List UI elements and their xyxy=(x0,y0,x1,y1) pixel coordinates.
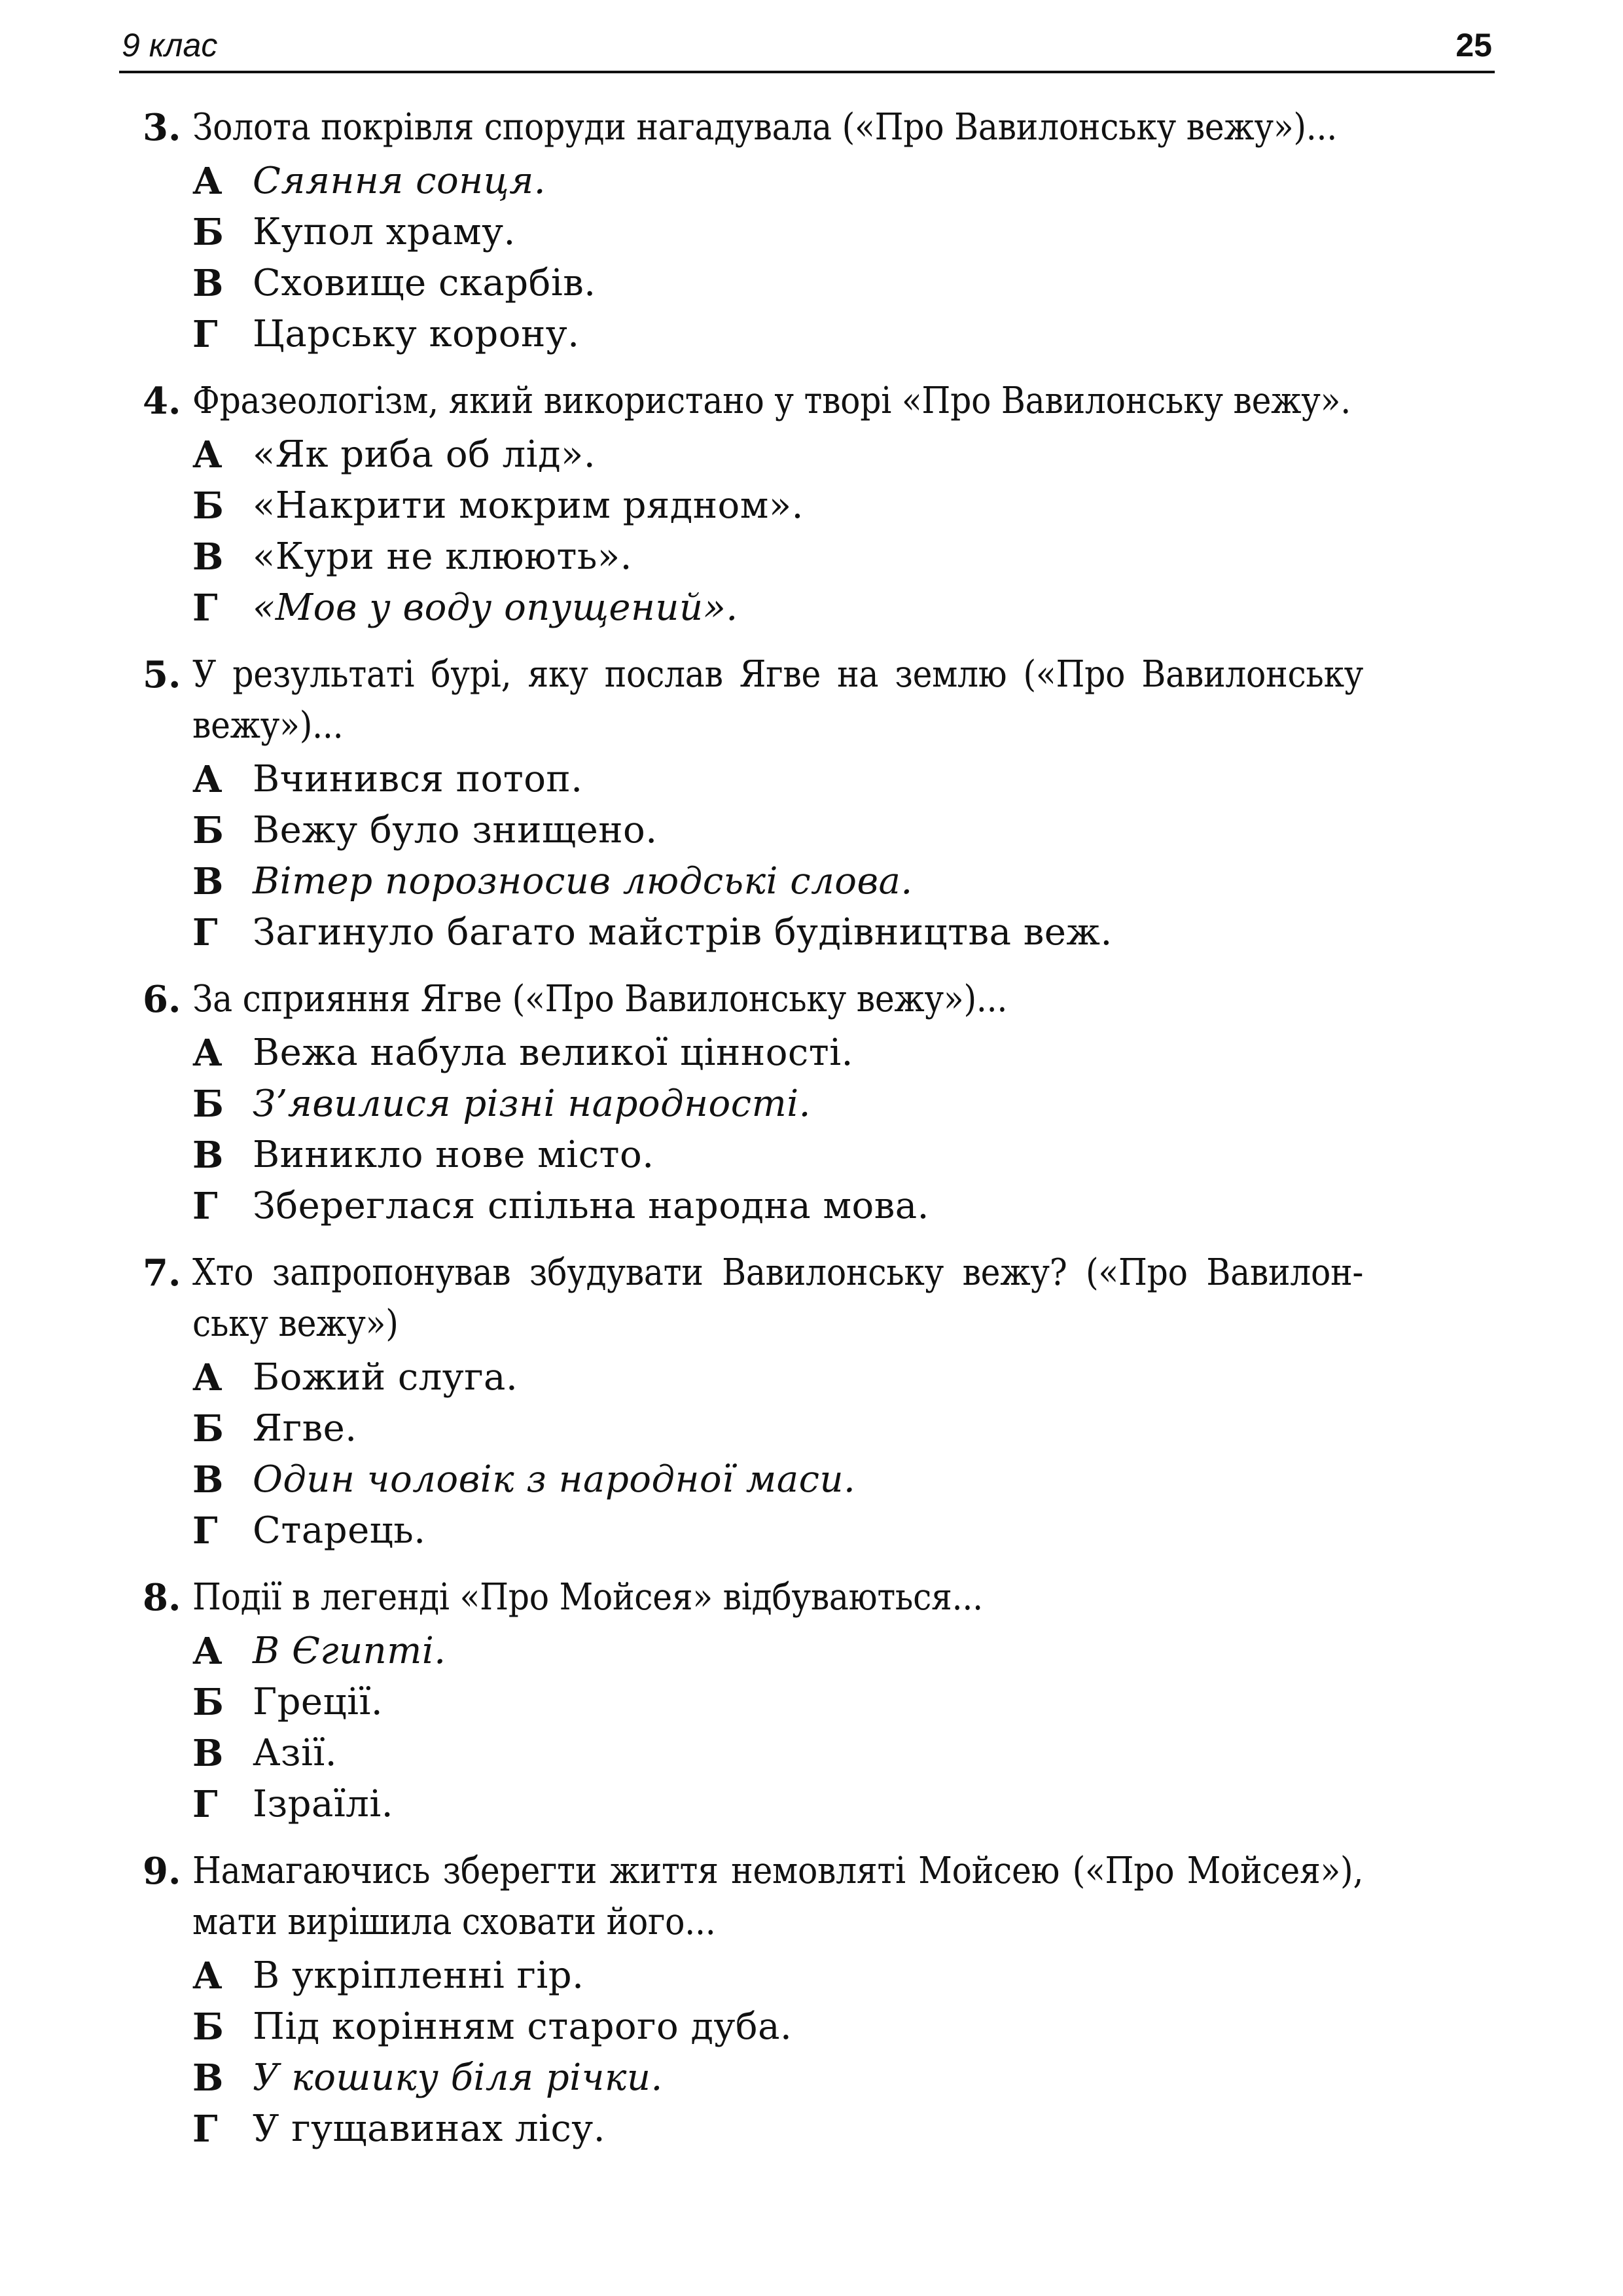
question-number: 5. xyxy=(143,653,181,696)
answer-option xyxy=(192,531,1493,583)
answer-option xyxy=(192,1677,1493,1728)
question-item xyxy=(143,376,1493,634)
question-row xyxy=(143,376,1493,427)
question-row xyxy=(143,1846,1493,1948)
option-letter: В xyxy=(192,860,224,903)
option-text: «Накрити мокрим рядном». xyxy=(253,484,804,527)
option-text: «Кури не клюють». xyxy=(253,535,632,578)
option-text: «Мов у воду опущений». xyxy=(253,586,738,629)
answer-option xyxy=(192,583,1493,634)
question-number: 3. xyxy=(143,106,181,149)
option-letter: Г xyxy=(192,1185,219,1228)
option-text: Загинуло багато майстрів будівництва веж. xyxy=(253,911,1113,954)
question-row xyxy=(143,974,1493,1025)
option-text: Сховище скарбів. xyxy=(253,262,596,304)
page-number: 25 xyxy=(1455,27,1492,63)
option-text: Виникло нове місто. xyxy=(253,1134,654,1176)
question-row xyxy=(143,1247,1493,1350)
option-text: Вітер порозносив людські слова. xyxy=(253,860,913,903)
option-letter: Б xyxy=(192,2005,224,2049)
answer-option xyxy=(192,1505,1493,1556)
option-letter: А xyxy=(192,433,223,476)
answer-option xyxy=(192,2053,1493,2104)
answer-options xyxy=(192,1626,1493,1830)
option-letter: А xyxy=(192,1954,223,1998)
answer-options xyxy=(192,1950,1493,2155)
answer-option xyxy=(192,1454,1493,1505)
answer-option xyxy=(192,429,1493,480)
option-text: В Єгипті. xyxy=(253,1630,446,1672)
question-item xyxy=(143,1846,1493,2155)
answer-option xyxy=(192,1352,1493,1403)
answer-options xyxy=(192,1028,1493,1232)
answer-options xyxy=(192,1352,1493,1556)
answer-option xyxy=(192,754,1493,805)
question-text: Фразеологізм, який використано у творі «Про Вавилонську вежу». xyxy=(192,380,1351,422)
answer-option xyxy=(192,1950,1493,2001)
option-letter: Г xyxy=(192,586,219,630)
option-letter: Г xyxy=(192,313,219,356)
answer-option xyxy=(192,1079,1493,1130)
question-list xyxy=(143,102,1493,2170)
option-text: Вчинився потоп. xyxy=(253,758,583,800)
question-number: 4. xyxy=(143,380,181,423)
option-letter: А xyxy=(192,1630,223,1673)
question-item xyxy=(143,649,1493,958)
question-item xyxy=(143,102,1493,360)
option-letter: А xyxy=(192,758,223,801)
answer-option xyxy=(192,309,1493,360)
answer-option xyxy=(192,2001,1493,2053)
option-text: Божий слуга. xyxy=(253,1356,518,1399)
question-text: Золота покрівля споруди нагадувала («Про Вавилонську вежу»)... xyxy=(192,106,1338,149)
option-text: Під корінням старого дуба. xyxy=(253,2005,793,2048)
question-number: 7. xyxy=(143,1251,181,1295)
answer-options xyxy=(192,754,1493,958)
answer-option xyxy=(192,1181,1493,1232)
answer-option xyxy=(192,1403,1493,1454)
option-text: Ягве. xyxy=(253,1407,357,1450)
option-text: «Як риба об лід». xyxy=(253,433,596,476)
question-number: 8. xyxy=(143,1576,181,1619)
option-letter: А xyxy=(192,1356,223,1399)
option-letter: В xyxy=(192,2056,224,2100)
option-letter: А xyxy=(192,1031,223,1075)
option-letter: В xyxy=(192,262,224,305)
option-text: Збереглася спільна народна мова. xyxy=(253,1185,929,1227)
question-item xyxy=(143,1572,1493,1830)
answer-option xyxy=(192,258,1493,309)
option-letter: В xyxy=(192,1134,224,1177)
option-letter: В xyxy=(192,1732,224,1775)
question-row xyxy=(143,1572,1493,1623)
option-letter: Б xyxy=(192,484,224,528)
answer-option xyxy=(192,856,1493,907)
answer-option xyxy=(192,1130,1493,1181)
option-text: З’явилися різні народності. xyxy=(253,1083,811,1125)
option-letter: Г xyxy=(192,2108,219,2151)
answer-option xyxy=(192,207,1493,258)
option-text: Сяяння сонця. xyxy=(253,160,546,202)
question-item xyxy=(143,1247,1493,1556)
class-label: 9 клас xyxy=(122,27,218,63)
question-text: Хто запропонував збудувати Вавилонську вежу? («Про Вавилон- ську вежу») xyxy=(192,1251,1364,1345)
option-text: Вежа набула великої цінності. xyxy=(253,1031,853,1074)
option-text: У кошику біля річки. xyxy=(253,2056,663,2099)
answer-option xyxy=(192,2104,1493,2155)
option-letter: Г xyxy=(192,1783,219,1826)
option-letter: А xyxy=(192,160,223,203)
option-text: Купол храму. xyxy=(253,211,516,253)
option-text: Вежу було знищено. xyxy=(253,809,658,852)
option-text: Царську корону. xyxy=(253,313,580,355)
option-text: Старець. xyxy=(253,1509,426,1552)
option-letter: Б xyxy=(192,1083,224,1126)
question-row xyxy=(143,102,1493,153)
question-item xyxy=(143,974,1493,1232)
option-text: Азії. xyxy=(253,1732,338,1774)
option-text: Греції. xyxy=(253,1681,383,1723)
answer-option xyxy=(192,480,1493,531)
option-letter: Г xyxy=(192,1509,219,1552)
question-row xyxy=(143,649,1493,751)
answer-option xyxy=(192,156,1493,207)
question-number: 6. xyxy=(143,978,181,1021)
option-letter: Б xyxy=(192,211,224,254)
option-text: Один чоловік з народної маси. xyxy=(253,1458,856,1501)
question-text: Події в легенді «Про Мойсея» відбуваються... xyxy=(192,1576,983,1619)
option-letter: В xyxy=(192,535,224,579)
answer-option xyxy=(192,907,1493,958)
answer-option xyxy=(192,1626,1493,1677)
option-letter: Г xyxy=(192,911,219,954)
question-text: У результаті бурі, яку послав Ягве на землю («Про Вавилонську вежу»)... xyxy=(192,653,1364,747)
option-text: В укріпленні гір. xyxy=(253,1954,584,1997)
question-text: Намагаючись зберегти життя немовляті Мойсею («Про Мойсея»), мати вирішила сховати його... xyxy=(192,1850,1364,1943)
page-header xyxy=(119,24,1495,73)
option-letter: Б xyxy=(192,809,224,852)
answer-options xyxy=(192,429,1493,634)
option-text: Ізраїлі. xyxy=(253,1783,394,1825)
option-letter: Б xyxy=(192,1407,224,1450)
answer-option xyxy=(192,805,1493,856)
option-letter: В xyxy=(192,1458,224,1501)
answer-option xyxy=(192,1728,1493,1779)
answer-options xyxy=(192,156,1493,360)
question-text: За сприяння Ягве («Про Вавилонську вежу»)... xyxy=(192,978,1008,1020)
option-letter: Б xyxy=(192,1681,224,1724)
option-text: У гущавинах лісу. xyxy=(253,2108,606,2150)
answer-option xyxy=(192,1779,1493,1830)
question-number: 9. xyxy=(143,1850,181,1893)
answer-option xyxy=(192,1028,1493,1079)
